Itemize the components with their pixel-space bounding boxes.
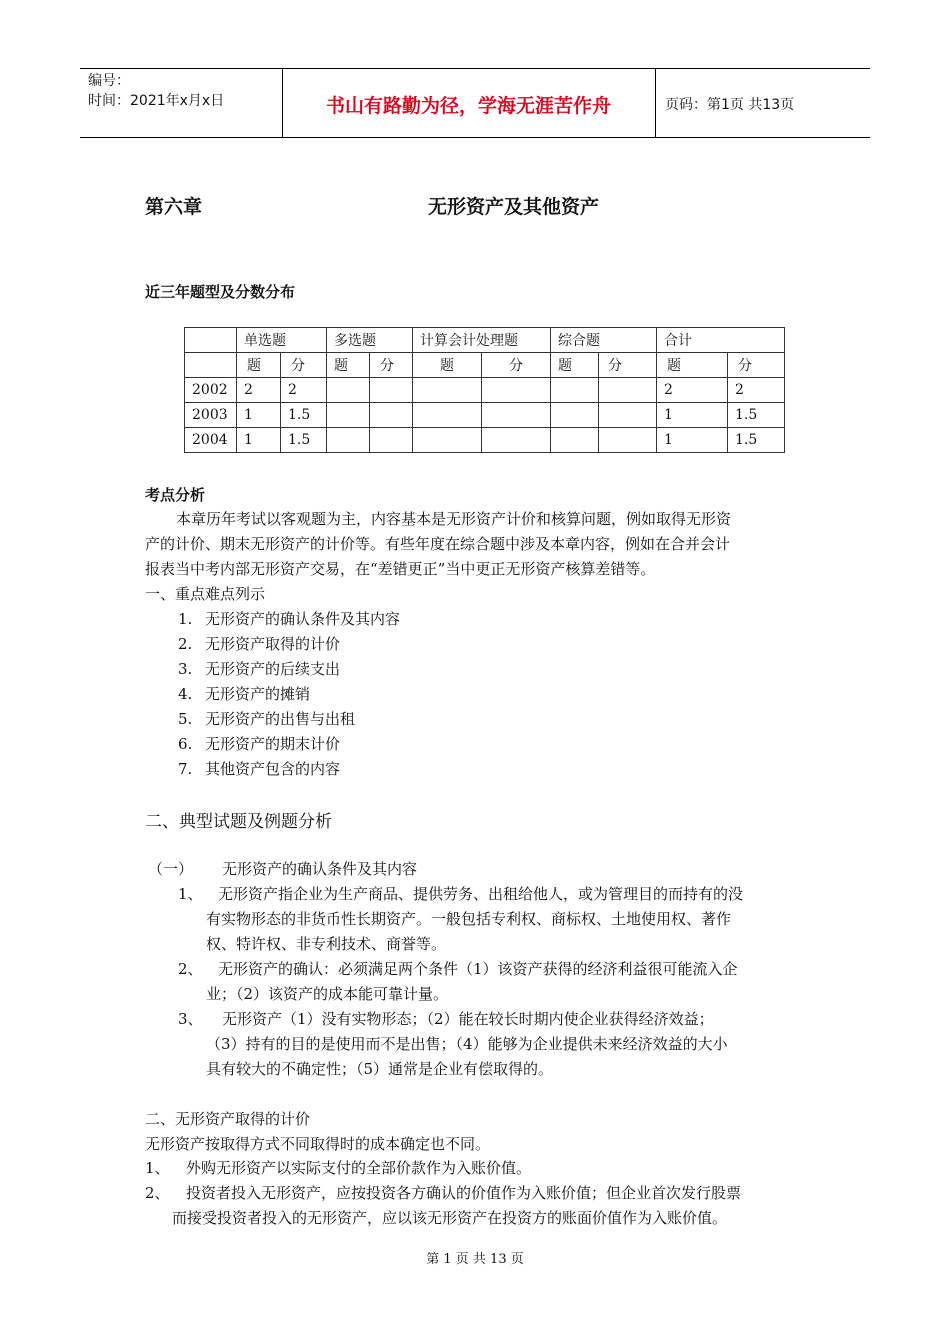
table-cell [327, 403, 370, 428]
table-cell: 2 [728, 378, 785, 403]
table-cell: 1 [237, 403, 281, 428]
subsection-number: （一） [148, 860, 194, 878]
analysis-line: 本章历年考试以客观题为主，内容基本是无形资产计价和核算问题，例如取得无形资 [176, 510, 732, 528]
item-line: 外购无形资产以实际支付的全部价款作为入账价值。 [186, 1159, 532, 1177]
table-subheader: 题 [657, 353, 728, 378]
item-number: 3、 [178, 1010, 203, 1028]
table-cell [599, 428, 657, 453]
table-subheader: 分 [281, 353, 327, 378]
table-header-row [185, 328, 785, 353]
section-heading: 二、无形资产取得的计价 [145, 1110, 311, 1128]
item-line: 具有较大的不确定性；（5）通常是企业有偿取得的。 [206, 1060, 554, 1078]
chapter-number: 第六章 [145, 196, 203, 218]
header-divider [655, 69, 656, 137]
item-line: 而接受投资者投入的无形资产，应以该无形资产在投资方的账面价值作为入账价值。 [172, 1209, 728, 1227]
table-group-header: 合计 [657, 328, 785, 353]
table-row [185, 428, 785, 453]
list-text: 其他资产包含的内容 [205, 760, 341, 778]
table-cell: 1.5 [728, 428, 785, 453]
table-subheader: 题 [551, 353, 599, 378]
table-cell [370, 428, 413, 453]
table-cell: 2003 [185, 403, 237, 428]
table-cell [327, 378, 370, 403]
table-cell [370, 378, 413, 403]
list-item [178, 708, 355, 729]
list-number: 4. [178, 685, 193, 703]
item-number: 2、 [178, 960, 203, 978]
item-line: 权、特许权、非专利技术、商誉等。 [206, 935, 447, 953]
header-meta [88, 71, 224, 111]
table-cell [599, 378, 657, 403]
table-corner-cell [185, 353, 237, 378]
table-subheader: 题 [413, 353, 482, 378]
list-item [178, 633, 340, 654]
table-cell [599, 403, 657, 428]
header-motto: 书山有路勤为径，学海无涯苦作舟 [325, 95, 611, 117]
item-line: 无形资产指企业为生产商品、提供劳务、出租给他人，或为管理目的而持有的没 [218, 885, 744, 903]
item-line: （3）持有的目的是使用而不是出售；（4）能够为企业提供未来经济效益的大小 [206, 1035, 728, 1053]
section-heading: 二、典型试题及例题分析 [145, 812, 332, 832]
table-cell [551, 428, 599, 453]
table-cell: 2002 [185, 378, 237, 403]
analysis-heading: 考点分析 [145, 486, 206, 504]
list-number: 2. [178, 635, 193, 653]
table-cell [551, 403, 599, 428]
table-group-header: 计算会计处理题 [413, 328, 551, 353]
table-cell: 1 [657, 428, 728, 453]
table-cell: 2 [281, 378, 327, 403]
time-label: 时间：2021年x月x日 [88, 93, 225, 109]
list-text: 无形资产的摊销 [205, 685, 311, 703]
table-cell: 2004 [185, 428, 237, 453]
table-cell [370, 403, 413, 428]
list-number: 5. [178, 710, 193, 728]
table-subheader: 题 [327, 353, 370, 378]
distribution-heading: 近三年题型及分数分布 [145, 283, 296, 301]
list-number: 3. [178, 660, 193, 678]
list-text: 无形资产的后续支出 [205, 660, 341, 678]
table-group-header: 综合题 [551, 328, 657, 353]
item-line: 投资者投入无形资产，应按投资各方确认的价值作为入账价值；但企业首次发行股票 [186, 1184, 742, 1202]
list-text: 无形资产的出售与出租 [205, 710, 356, 728]
item-number: 2、 [145, 1184, 170, 1202]
table-cell [482, 378, 551, 403]
list-number: 7. [178, 760, 193, 778]
table-cell: 1.5 [281, 428, 327, 453]
analysis-line: 报表当中考内部无形资产交易，在“差错更正”当中更正无形资产核算差错等。 [145, 560, 656, 578]
table-subheader: 分 [482, 353, 551, 378]
table-cell: 1 [237, 428, 281, 453]
table-cell [482, 403, 551, 428]
table-cell [413, 428, 482, 453]
item-line: 有实物形态的非货币性长期资产。一般包括专利权、商标权、土地使用权、著作 [206, 910, 732, 928]
list-item [178, 683, 310, 704]
table-group-header: 单选题 [237, 328, 327, 353]
table-subheader: 分 [728, 353, 785, 378]
score-distribution-table [184, 327, 785, 453]
table-group-header: 多选题 [327, 328, 413, 353]
list-text: 无形资产的期末计价 [205, 735, 341, 753]
table-cell: 2 [237, 378, 281, 403]
item-number: 1、 [178, 885, 203, 903]
section-intro: 无形资产按取得方式不同取得时的成本确定也不同。 [145, 1135, 491, 1153]
item-line: 无形资产（1）没有实物形态；（2）能在较长时期内使企业获得经济效益； [222, 1010, 714, 1028]
table-cell: 1.5 [728, 403, 785, 428]
table-cell: 1.5 [281, 403, 327, 428]
item-line: 业；（2）该资产的成本能可靠计量。 [206, 985, 449, 1003]
analysis-line: 产的计价、期末无形资产的计价等。有些年度在综合题中涉及本章内容，例如在合并会计 [145, 535, 731, 553]
table-subheader: 分 [599, 353, 657, 378]
table-cell [327, 428, 370, 453]
page-header [80, 68, 870, 138]
table-subheader-row [185, 353, 785, 378]
header-page-label: 页码：第1页 共13页 [665, 97, 795, 113]
table-row [185, 403, 785, 428]
item-number: 1、 [145, 1159, 170, 1177]
list-number: 6. [178, 735, 193, 753]
table-cell: 2 [657, 378, 728, 403]
table-cell [413, 378, 482, 403]
table-cell [482, 428, 551, 453]
number-label: 编号： [88, 73, 130, 89]
list-text: 无形资产取得的计价 [205, 635, 341, 653]
key-points-heading: 一、重点难点列示 [145, 585, 266, 603]
table-cell [413, 403, 482, 428]
table-cell: 1 [657, 403, 728, 428]
table-row [185, 378, 785, 403]
subsection-title: 无形资产的确认条件及其内容 [222, 860, 418, 878]
list-number: 1. [178, 610, 193, 628]
list-item [178, 758, 340, 779]
list-item [178, 608, 400, 629]
table-corner-cell [185, 328, 237, 353]
table-subheader: 题 [237, 353, 281, 378]
list-item [178, 733, 340, 754]
page-footer: 第 1 页 共 13 页 [426, 1252, 524, 1267]
chapter-title: 无形资产及其他资产 [428, 196, 600, 218]
table-subheader: 分 [370, 353, 413, 378]
item-line: 无形资产的确认：必须满足两个条件（1）该资产获得的经济利益很可能流入企 [218, 960, 738, 978]
list-text: 无形资产的确认条件及其内容 [205, 610, 401, 628]
table-cell [551, 378, 599, 403]
list-item [178, 658, 340, 679]
